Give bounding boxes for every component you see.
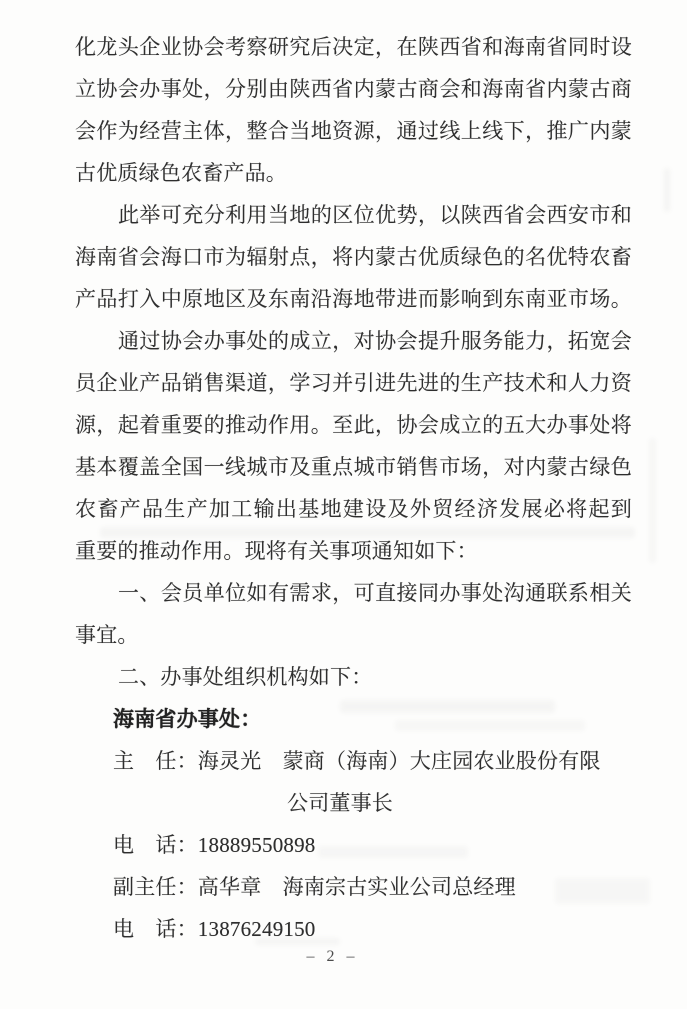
doc-line: 产品打入中原地区及东南沿海地带进而影响到东南亚市场。: [75, 287, 632, 311]
scan-artifact: [664, 168, 670, 212]
doc-line: 一、会员单位如有需求，可直接同办事处沟通联系相关: [118, 581, 632, 605]
doc-line: 海南省会海口市为辐射点，将内蒙古优质绿色的名优特农畜: [75, 245, 632, 269]
doc-line: 重要的推动作用。现将有关事项通知如下：: [75, 539, 478, 563]
doc-line: 公司董事长: [287, 791, 393, 815]
doc-line: 源，起着重要的推动作用。至此，协会成立的五大办事处将: [75, 413, 632, 437]
doc-line: 电 话：13876249150: [113, 917, 316, 941]
doc-line: 会作为经营主体，整合当地资源，通过线上线下，推广内蒙: [75, 119, 632, 143]
doc-line: 基本覆盖全国一线城市及重点城市销售市场，对内蒙古绿色: [75, 455, 632, 479]
doc-line: 此举可充分利用当地的区位优势，以陕西省会西安市和: [118, 203, 632, 227]
doc-line: 通过协会办事处的成立，对协会提升服务能力，拓宽会: [118, 329, 632, 353]
document-body: [75, 26, 632, 950]
doc-line: 化龙头企业协会考察研究后决定，在陕西省和海南省同时设: [75, 35, 632, 59]
scan-artifact: [649, 438, 656, 563]
doc-line: 电 话：18889550898: [113, 833, 316, 857]
doc-line: 立协会办事处，分别由陕西省内蒙古商会和海南省内蒙古商: [75, 77, 632, 101]
doc-line: 二、办事处组织机构如下：: [118, 665, 373, 689]
doc-line: 事宜。: [75, 623, 139, 647]
doc-line: 员企业产品销售渠道，学习并引进先进的生产技术和人力资: [75, 371, 632, 395]
doc-line: 农畜产品生产加工输出基地建设及外贸经济发展必将起到: [75, 497, 632, 521]
doc-line: 海南省办事处：: [113, 707, 262, 731]
doc-line: 主 任：海灵光 蒙商（海南）大庄园农业股份有限: [113, 749, 601, 773]
page-number: – 2 –: [306, 948, 359, 965]
doc-line: 古优质绿色农畜产品。: [75, 161, 287, 185]
doc-line: 副主任：高华章 海南宗古实业公司总经理: [113, 875, 516, 899]
